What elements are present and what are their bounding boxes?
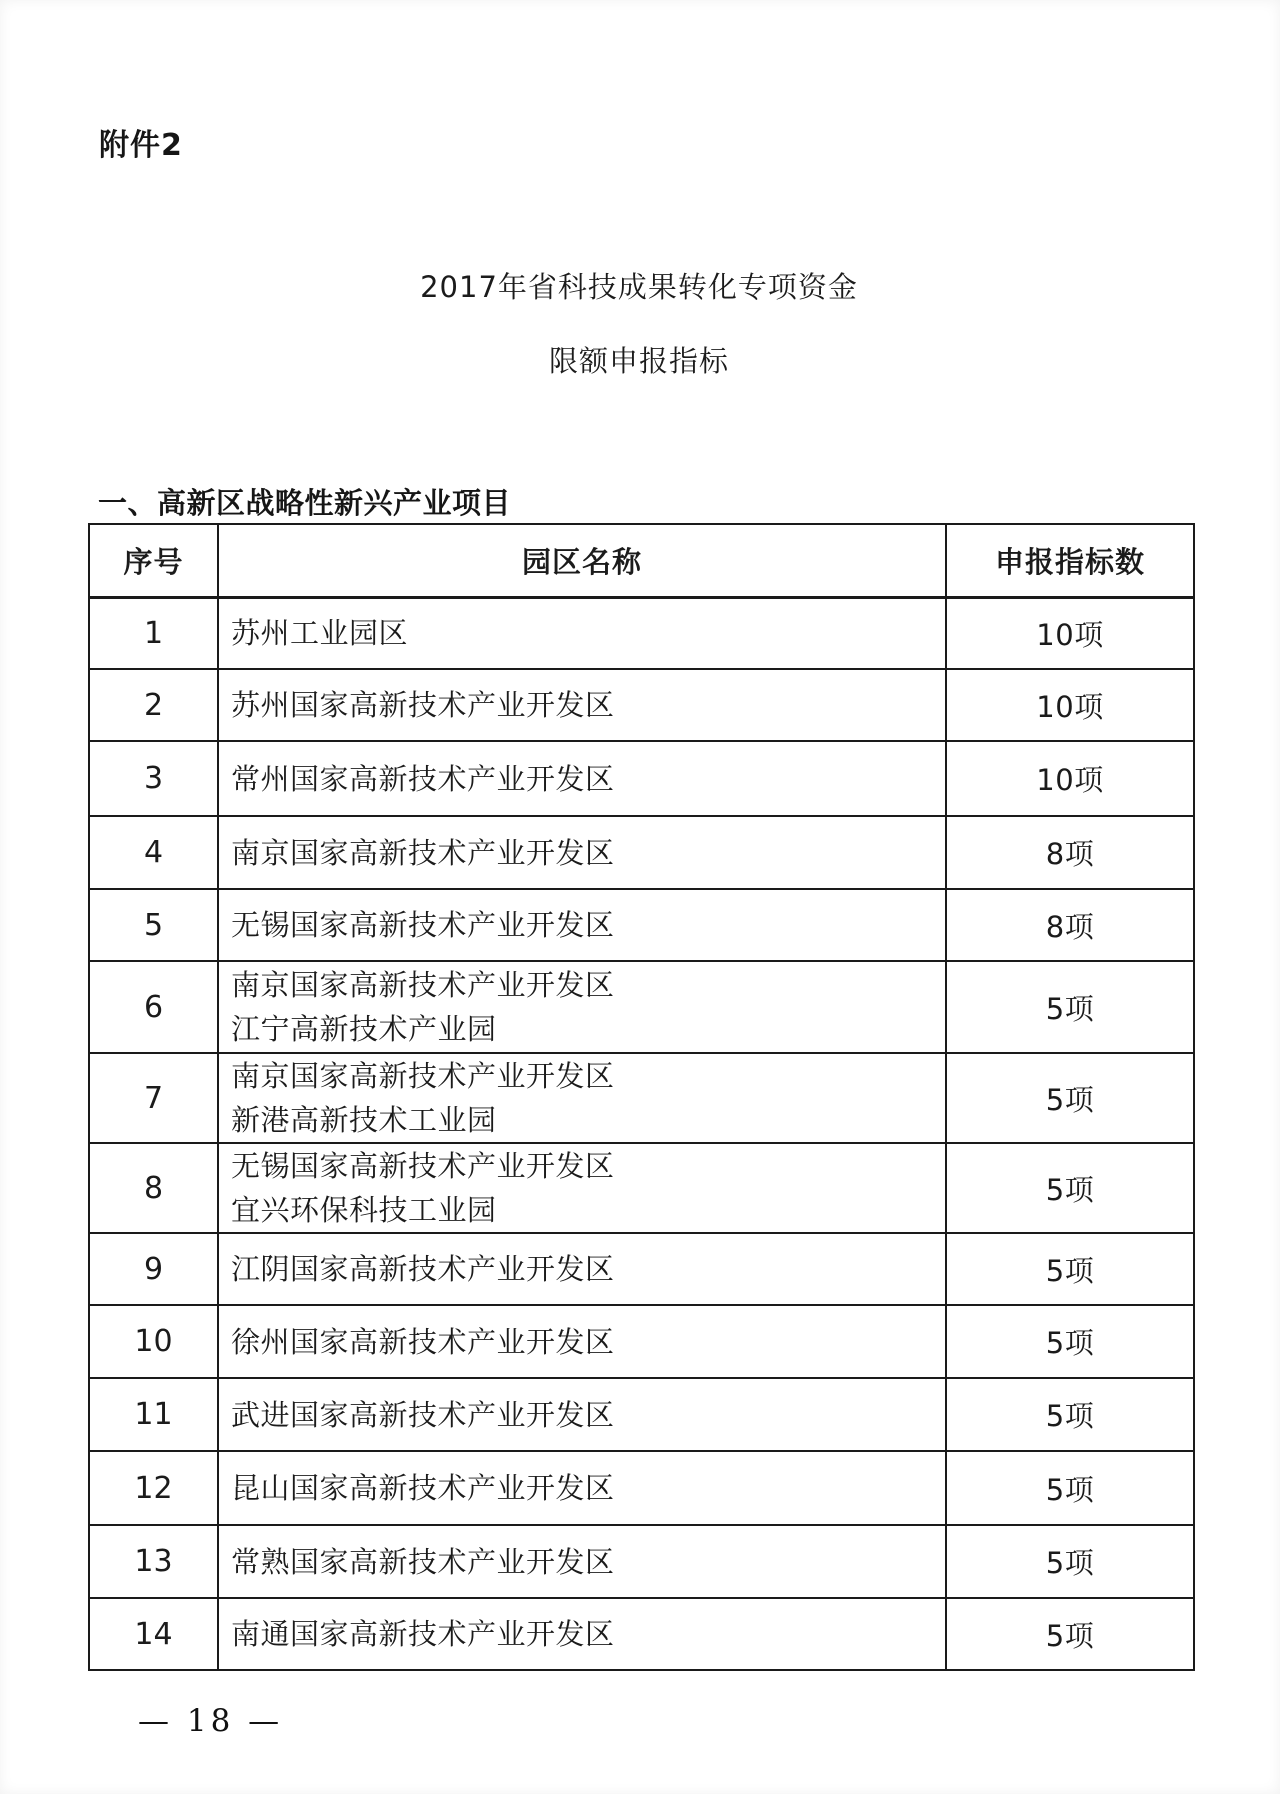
table-row: [89, 889, 1194, 961]
row-number: 6: [89, 961, 218, 1053]
park-name: [218, 961, 946, 1053]
park-name: [218, 597, 946, 669]
quota-value: 5项: [946, 1525, 1194, 1598]
section-heading: 一、高新区战略性新兴产业项目: [98, 486, 512, 520]
table-row: [89, 1305, 1194, 1378]
col-header-no: 序号: [89, 524, 218, 597]
park-name-line: 武进国家高新技术产业开发区: [231, 1397, 615, 1432]
page-number: — 18 —: [138, 1703, 284, 1739]
col-header-quota: 申报指标数: [946, 524, 1194, 597]
park-name: [218, 1233, 946, 1305]
park-name-line: 苏州国家高新技术产业开发区: [231, 688, 615, 722]
row-number: 10: [89, 1305, 218, 1378]
quota-value: 8项: [946, 816, 1194, 889]
table-body: [89, 597, 1194, 1670]
park-name-line: 江阴国家高新技术产业开发区: [231, 1252, 615, 1286]
park-name-line: 苏州工业园区: [231, 616, 409, 651]
row-number: 8: [89, 1143, 218, 1233]
park-name-line: 南京国家高新技术产业开发区: [231, 968, 615, 1002]
table-header: [89, 524, 1194, 597]
park-name-line: 江宁高新技术产业园: [231, 1012, 497, 1046]
table-row: [89, 669, 1194, 741]
quota-value: 5项: [946, 1143, 1194, 1233]
park-name: [218, 1053, 946, 1143]
quota-value: 5项: [946, 961, 1194, 1053]
row-number: 7: [89, 1053, 218, 1143]
quota-value: 5项: [946, 1378, 1194, 1451]
row-number: 3: [89, 741, 218, 816]
table-row: [89, 1451, 1194, 1525]
row-number: 5: [89, 889, 218, 961]
row-number: 4: [89, 816, 218, 889]
quota-value: 5项: [946, 1305, 1194, 1378]
table-row: [89, 961, 1194, 1053]
park-name: [218, 1143, 946, 1233]
row-number: 9: [89, 1233, 218, 1305]
quota-table: [88, 523, 1195, 1671]
quota-value: 8项: [946, 889, 1194, 961]
park-name: [218, 1378, 946, 1451]
table-row: [89, 1525, 1194, 1598]
col-header-name: 园区名称: [218, 524, 946, 597]
quota-value: 10项: [946, 669, 1194, 741]
table-header-row: [89, 524, 1194, 597]
row-number: 14: [89, 1598, 218, 1670]
row-number: 11: [89, 1378, 218, 1451]
table-row: [89, 1598, 1194, 1670]
row-number: 12: [89, 1451, 218, 1525]
quota-value: 5项: [946, 1598, 1194, 1670]
park-name-line: 徐州国家高新技术产业开发区: [231, 1324, 615, 1359]
table-row: [89, 597, 1194, 669]
park-name: [218, 1451, 946, 1525]
quota-value: 5项: [946, 1233, 1194, 1305]
table-row: [89, 1233, 1194, 1305]
park-name: [218, 741, 946, 816]
park-name: [218, 1598, 946, 1670]
document-title: 2017年省科技成果转化专项资金: [420, 270, 858, 304]
row-number: 2: [89, 669, 218, 741]
park-name-line: 无锡国家高新技术产业开发区: [231, 908, 615, 942]
row-number: 13: [89, 1525, 218, 1598]
park-name: [218, 1525, 946, 1598]
park-name-line: 南通国家高新技术产业开发区: [231, 1617, 615, 1651]
park-name-line: 常州国家高新技术产业开发区: [231, 761, 615, 796]
park-name-line: 新港高新技术工业园: [231, 1103, 497, 1137]
park-name-line: 常熟国家高新技术产业开发区: [231, 1544, 615, 1579]
park-name-line: 昆山国家高新技术产业开发区: [231, 1471, 615, 1505]
table-row: [89, 741, 1194, 816]
park-name-line: 宜兴环保科技工业园: [231, 1193, 497, 1227]
park-name: [218, 889, 946, 961]
table-row: [89, 1378, 1194, 1451]
park-name: [218, 669, 946, 741]
row-number: 1: [89, 597, 218, 669]
document-subtitle: 限额申报指标: [548, 344, 729, 378]
park-name: [218, 816, 946, 889]
quota-value: 10项: [946, 741, 1194, 816]
attachment-label: 附件2: [99, 128, 183, 163]
table-row: [89, 1143, 1194, 1233]
quota-value: 5项: [946, 1053, 1194, 1143]
park-name-line: 无锡国家高新技术产业开发区: [231, 1149, 615, 1183]
table-row: [89, 816, 1194, 889]
park-name: [218, 1305, 946, 1378]
quota-value: 5项: [946, 1451, 1194, 1525]
table-row: [89, 1053, 1194, 1143]
quota-value: 10项: [946, 597, 1194, 669]
park-name-line: 南京国家高新技术产业开发区: [231, 1059, 615, 1093]
park-name-line: 南京国家高新技术产业开发区: [231, 835, 615, 870]
